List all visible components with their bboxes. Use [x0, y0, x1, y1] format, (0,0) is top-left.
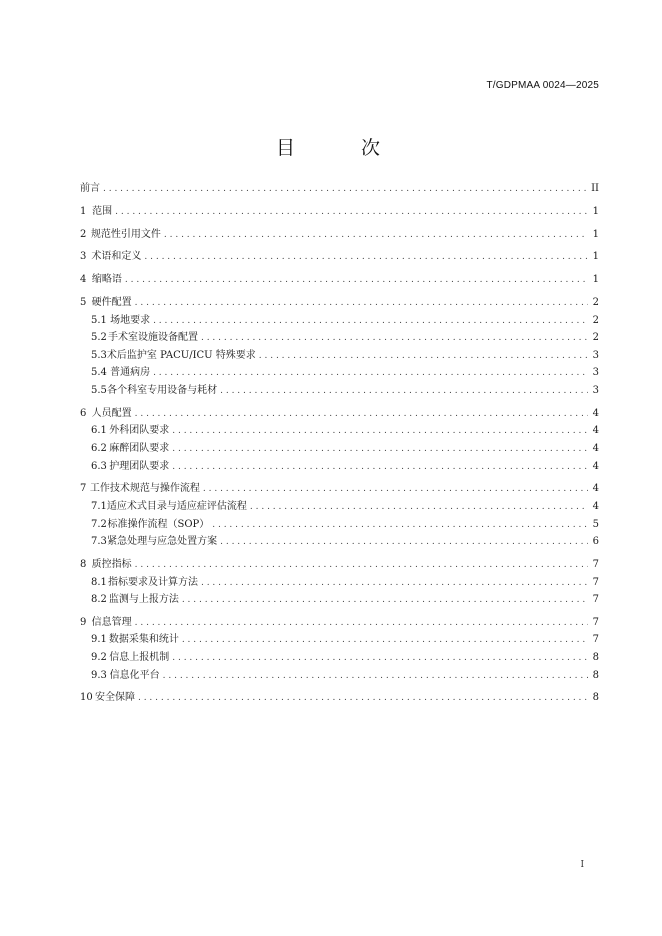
toc-entry-page: 8 — [592, 652, 599, 664]
toc-entry-page: 7 — [592, 616, 599, 628]
toc-leader-dots — [201, 332, 588, 345]
toc-leader-dots — [250, 501, 588, 514]
toc-entry-number: 3 — [80, 251, 87, 263]
toc-leader-dots — [125, 274, 588, 287]
toc-entry-number: 7.1 — [91, 500, 107, 512]
toc-entry-number: 9.1 — [91, 634, 107, 646]
toc-leader-dots — [172, 425, 588, 438]
toc-entry-label: 人员配置 — [91, 407, 132, 419]
toc-entry-label: 工作技术规范与操作流程 — [89, 483, 200, 495]
toc-entry-label: 普通病房 — [110, 367, 151, 379]
toc-entry-page: 5 — [592, 518, 599, 530]
toc-leader-dots — [135, 408, 588, 421]
toc-entry-number: 7 — [80, 483, 87, 495]
toc-entry-page: 3 — [592, 367, 599, 379]
toc-entry-label: 前言 — [80, 183, 100, 194]
toc-leader-dots — [172, 443, 588, 456]
toc-entry-number: 6 — [80, 407, 87, 419]
toc-entry-page: 2 — [592, 296, 599, 308]
toc-entry-number: 7.3 — [91, 536, 107, 548]
toc-leader-dots — [135, 297, 588, 310]
toc-leader-dots — [103, 183, 588, 196]
toc-leader-dots — [153, 367, 588, 380]
toc-entry-number: 6.3 — [91, 460, 107, 472]
toc-entry-label: 信息管理 — [91, 616, 132, 628]
toc-entry-page: 3 — [592, 384, 599, 396]
toc-entry-number: 5.3 — [91, 349, 107, 361]
toc-entry[interactable] — [80, 442, 599, 455]
toc-entry-number: 7.2 — [91, 518, 107, 530]
toc-entry-page: 1 — [592, 274, 599, 286]
toc-leader-dots — [182, 634, 588, 647]
toc-entry-page: 2 — [592, 314, 599, 326]
toc-entry-page: 4 — [592, 500, 599, 512]
toc-entry-label: 信息上报机制 — [109, 652, 170, 664]
toc-leader-dots — [212, 519, 588, 532]
toc-leader-dots — [220, 385, 588, 398]
toc-entry-label: 术后监护室 PACU/ICU 特殊要求 — [106, 349, 256, 361]
toc-entry[interactable] — [80, 691, 599, 704]
toc-leader-dots — [220, 536, 588, 549]
toc-entry-page: 4 — [592, 442, 599, 454]
toc-entry-page: 4 — [592, 407, 599, 419]
toc-entry-page: 7 — [592, 634, 599, 646]
toc-entry[interactable] — [80, 250, 599, 263]
toc-entry-page: 1 — [592, 251, 599, 263]
toc-entry-number: 6.2 — [91, 442, 107, 454]
toc-leader-dots — [163, 670, 588, 683]
toc-entry[interactable] — [80, 535, 599, 548]
document-code: T/GDPMAA 0024—2025 — [486, 80, 599, 91]
toc-entry-number: 6.1 — [91, 425, 107, 437]
toc-entry[interactable] — [80, 205, 599, 218]
toc-entry-page: 4 — [592, 425, 599, 437]
toc-entry-number: 1 — [80, 205, 87, 217]
toc-leader-dots — [172, 461, 588, 474]
toc-entry[interactable] — [80, 182, 599, 195]
toc-entry-label: 紧急处理与应急处置方案 — [107, 536, 218, 548]
toc-entry-page: 7 — [592, 576, 599, 588]
toc-entry-page: 1 — [592, 228, 599, 240]
toc-entry[interactable] — [80, 616, 599, 629]
toc-entry[interactable] — [80, 460, 599, 473]
toc-entry[interactable] — [80, 593, 599, 606]
toc-entry[interactable] — [80, 669, 599, 682]
page-number: I — [580, 860, 584, 870]
toc-entry[interactable] — [80, 349, 599, 362]
toc-entry-number: 2 — [80, 228, 87, 240]
toc-entry-number: 10 — [80, 692, 93, 704]
toc-leader-dots — [259, 350, 588, 363]
toc-leader-dots — [201, 577, 588, 590]
toc-entry-label: 范围 — [92, 205, 113, 217]
toc-entry[interactable] — [80, 576, 599, 589]
toc-entry-label: 数据采集和统计 — [108, 634, 179, 646]
toc-entry-label: 术语和定义 — [91, 251, 142, 263]
toc-entry-page: 7 — [592, 594, 599, 606]
toc-entry[interactable] — [80, 228, 599, 241]
toc-leader-dots — [172, 652, 588, 665]
toc-entry-label: 适应术式目录与适应症评估流程 — [106, 500, 247, 512]
toc-entry[interactable] — [80, 331, 599, 344]
toc-entry-number: 5.1 — [91, 314, 107, 326]
toc-entry[interactable] — [80, 558, 599, 571]
toc-entry-label: 各个科室专用设备与耗材 — [107, 384, 218, 396]
toc-leader-dots — [144, 251, 588, 264]
toc-entry-number: 9 — [80, 616, 87, 628]
toc-entry-label: 硬件配置 — [91, 296, 132, 308]
toc-entry-number: 5.5 — [91, 384, 107, 396]
toc-entry-page: 4 — [592, 460, 599, 472]
toc-entry-label: 缩略语 — [91, 274, 122, 286]
toc-entry[interactable] — [80, 296, 599, 309]
toc-entry-page: 3 — [592, 349, 599, 361]
toc-entry[interactable] — [80, 366, 599, 379]
toc-entry-number: 8 — [80, 558, 87, 570]
toc-entry-page: 8 — [592, 669, 599, 681]
toc-leader-dots — [138, 692, 588, 705]
toc-leader-dots — [115, 206, 588, 219]
toc-entry-number: 8.1 — [91, 576, 107, 588]
toc-entry-number: 9.2 — [91, 652, 107, 664]
toc-entry[interactable] — [80, 518, 599, 531]
toc-entry-label: 麻醉团队要求 — [109, 442, 170, 454]
toc-entry-label: 规范性引用文件 — [90, 228, 161, 240]
toc-entry-page: 4 — [592, 483, 599, 495]
toc-entry-label: 监测与上报方法 — [108, 594, 179, 606]
toc-entry-label: 指标要求及计算方法 — [107, 576, 198, 588]
toc-entry-number: 8.2 — [91, 594, 107, 606]
toc-entry-label: 标准操作流程（SOP） — [107, 518, 210, 530]
toc-entry[interactable] — [80, 482, 599, 495]
toc-entry-number: 9.3 — [91, 669, 107, 681]
toc-leader-dots — [135, 559, 588, 572]
toc-entry-label: 外科团队要求 — [109, 425, 170, 437]
page-title: 目 次 — [275, 137, 411, 159]
toc-leader-dots — [203, 483, 588, 496]
toc-entry-label: 手术室设施设备配置 — [107, 332, 198, 344]
toc-entry[interactable] — [80, 407, 599, 420]
toc-entry-label: 场地要求 — [110, 314, 151, 326]
toc-entry-page: 2 — [592, 332, 599, 344]
toc-entry[interactable] — [80, 424, 599, 437]
toc-leader-dots — [164, 229, 588, 242]
table-of-contents — [80, 182, 599, 704]
toc-entry-number: 5 — [80, 296, 87, 308]
toc-leader-dots — [135, 617, 588, 630]
toc-entry-label: 质控指标 — [91, 558, 132, 570]
toc-leader-dots — [182, 594, 588, 607]
toc-entry[interactable] — [80, 273, 599, 286]
toc-entry-number: 5.2 — [91, 332, 107, 344]
toc-entry-page: 6 — [592, 536, 599, 548]
toc-entry-page: 7 — [592, 558, 599, 570]
toc-entry-number: 5.4 — [91, 367, 107, 379]
toc-entry[interactable] — [80, 500, 599, 513]
toc-entry[interactable] — [80, 314, 599, 327]
toc-entry-page: 8 — [592, 692, 599, 704]
toc-entry-label: 信息化平台 — [109, 669, 160, 681]
toc-entry-page: II — [591, 183, 599, 194]
toc-entry-page: 1 — [592, 205, 599, 217]
toc-leader-dots — [153, 315, 588, 328]
toc-entry[interactable] — [80, 633, 599, 646]
toc-entry-label: 安全保障 — [94, 692, 135, 704]
toc-entry-number: 4 — [80, 274, 87, 286]
toc-entry[interactable] — [80, 651, 599, 664]
toc-entry-label: 护理团队要求 — [109, 460, 170, 472]
toc-entry[interactable] — [80, 384, 599, 397]
